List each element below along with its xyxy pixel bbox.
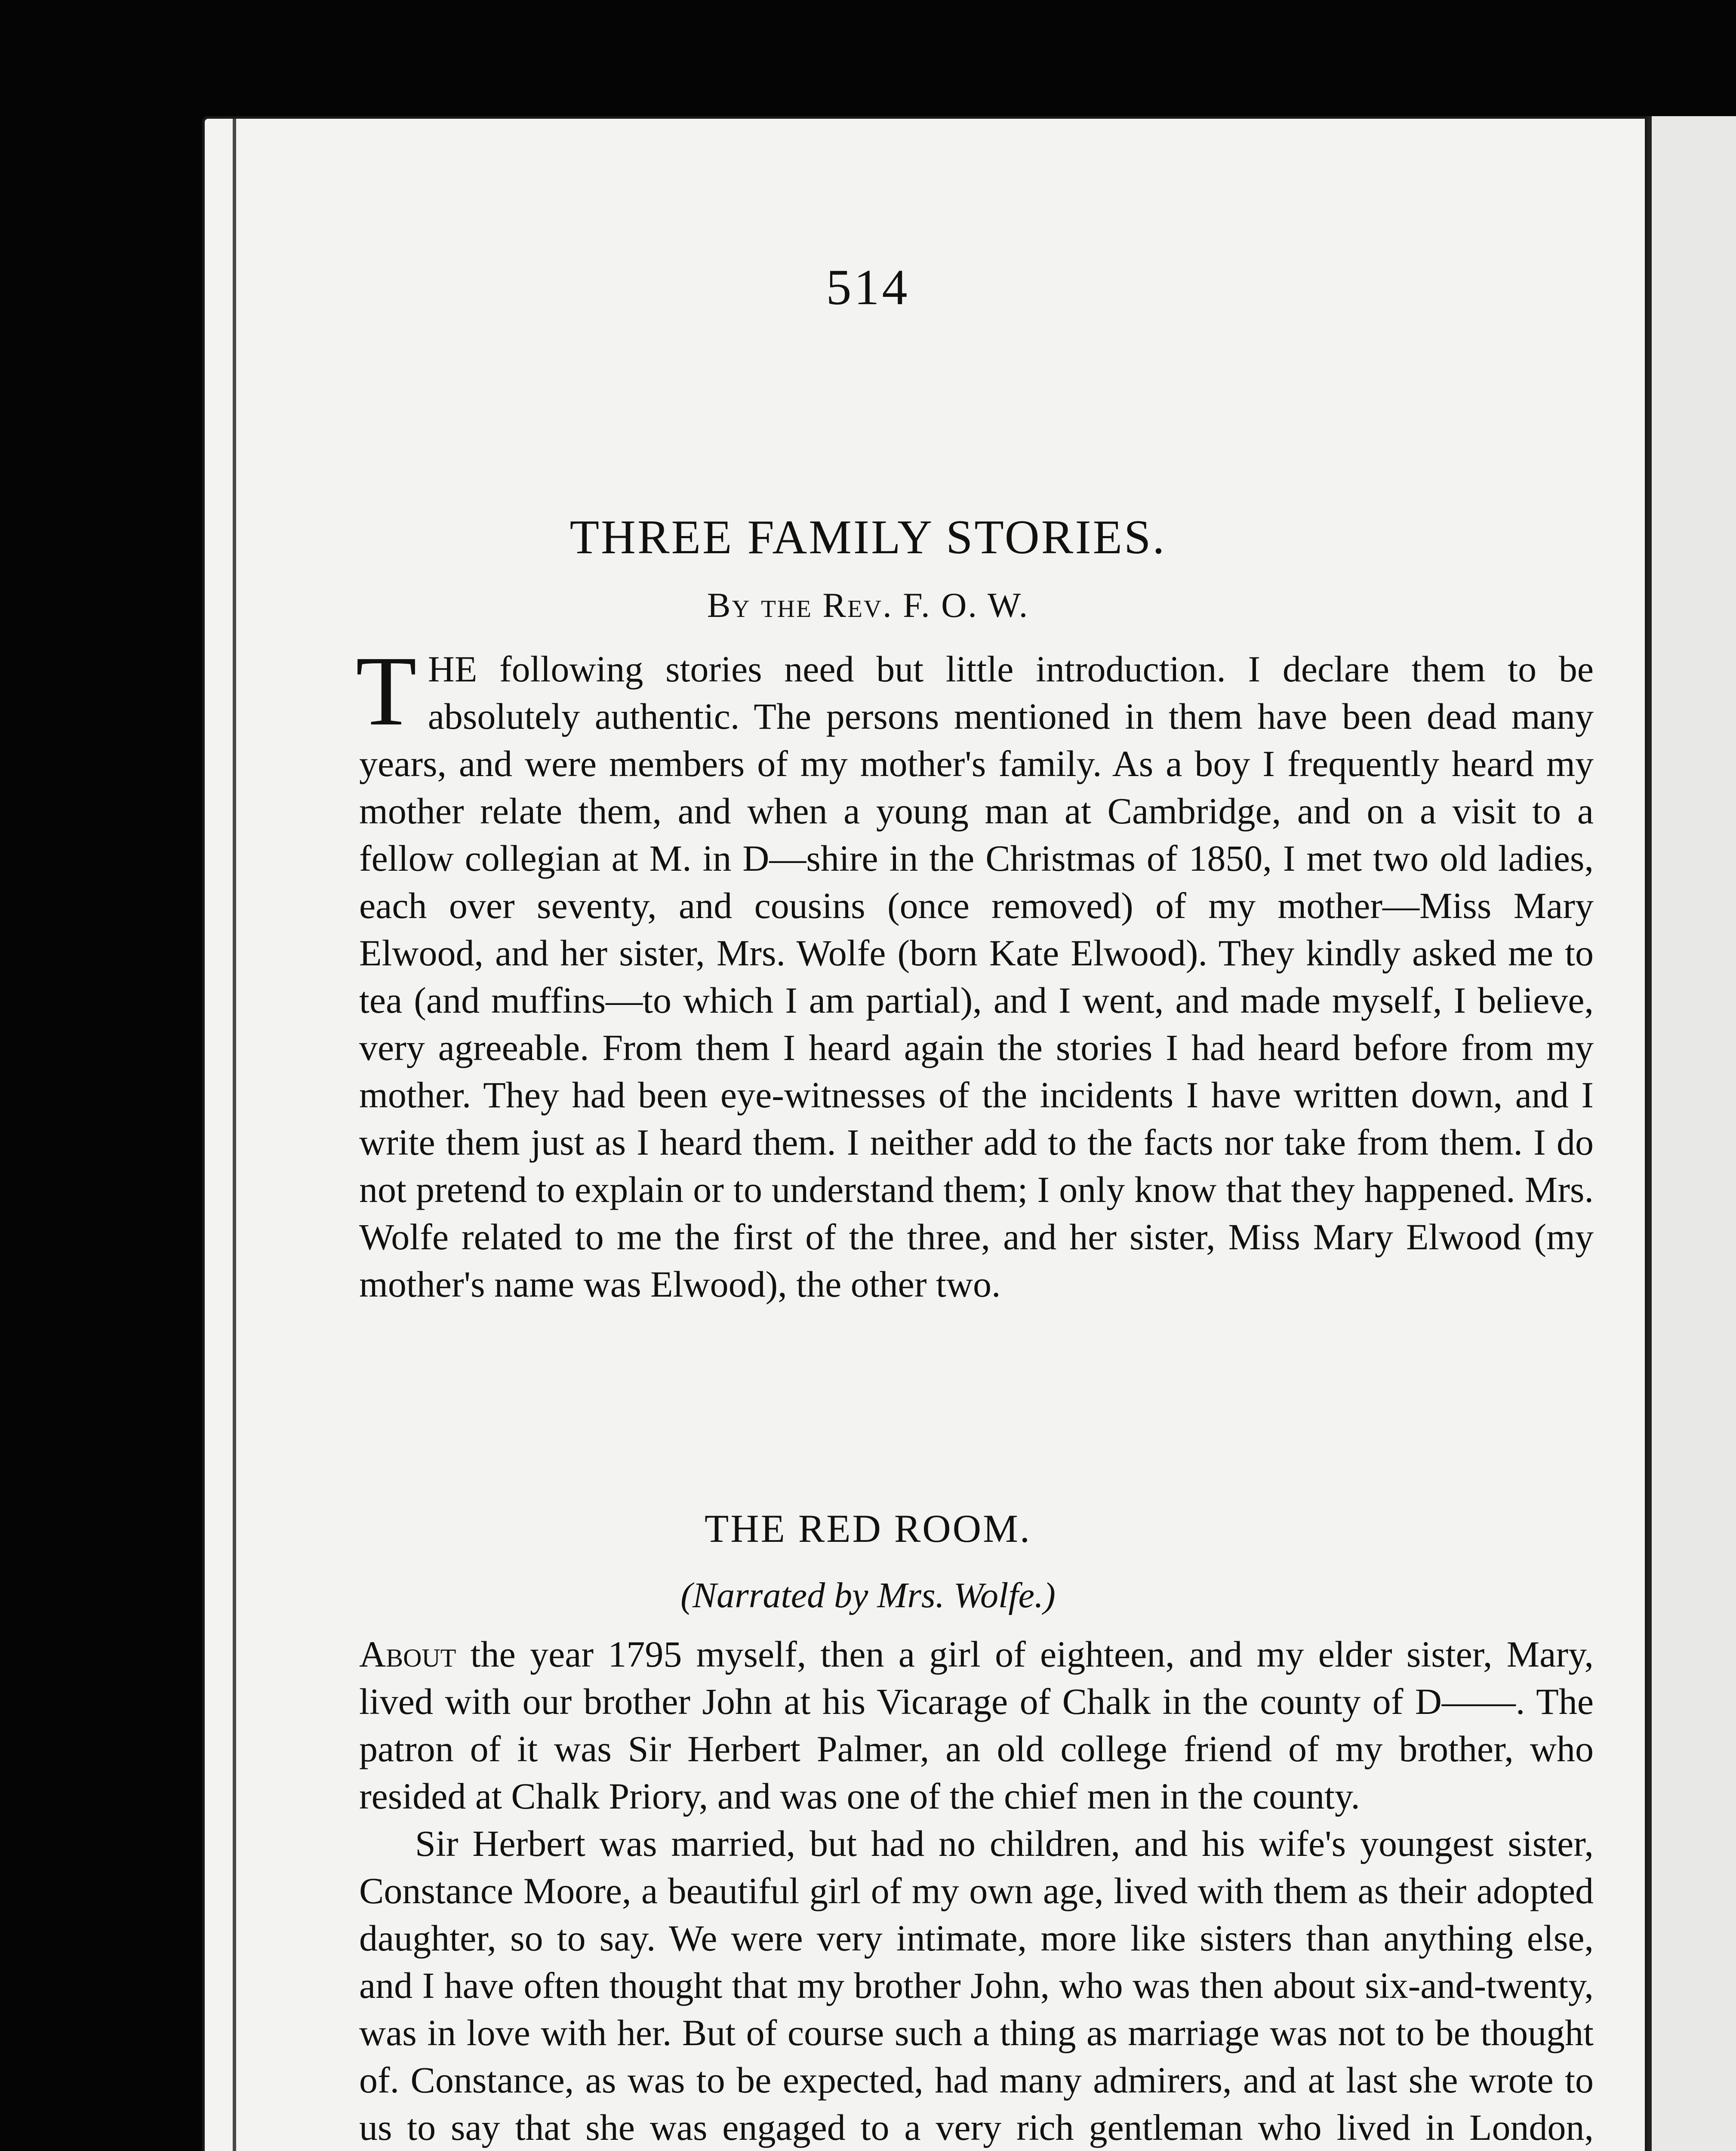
section-title: THE RED ROOM. [705, 1507, 1031, 1550]
lead-word: About [359, 1633, 456, 1675]
section-narrator: (Narrated by Mrs. Wolfe.) [680, 1575, 1056, 1615]
drop-cap: T [356, 636, 417, 746]
page-inner-border [233, 119, 236, 2151]
page-number: 514 [826, 259, 910, 315]
body-paragraph: About the year 1795 myself, then a girl of eighteen, and my elder sister, Mary, lived with our brother John at his Vicarage of Chalk in the county of D——. The patron of it was Sir Herbert Palmer, an old college friend of my brother, who resided at Chalk Priory, and was one of the chief men in the county. [359, 1633, 1594, 1817]
article-title: THREE FAMILY STORIES. [569, 511, 1167, 564]
byline: By the Rev. F. O. W. [707, 586, 1029, 625]
adjacent-page-edge [1647, 116, 1736, 2151]
body-paragraph: Sir Herbert was married, but had no children, and his wife's youngest sister, Constance Moore, a beautiful girl of my own age, lived with them as their adopted daughter, so to say. We were very intimate, more like sisters than anything else, and I have often thought that my brother John, who was then about six-and-twenty, was in love with her. But of course such a thing as marriage was not to be thought of. Constance, as was to be expected, had many admirers, and at last she wrote to us to say that she was engaged to a very rich gentleman who lived in London, [359, 1823, 1594, 2148]
intro-text: HE following stories need but little introduction. I declare them to be absolutely authentic. The persons mentioned in them have been dead many years, and were members of my mother's family. As a boy I frequently heard my mother relate them, and when a young man at Cambridge, and on a visit to a fellow collegian at M. in D—shire in the Christmas of 1850, I met two old ladies, each over seventy, and cousins (once removed) of my mother—Miss Mary Elwood, and her sister, Mrs. Wolfe (born Kate Elwood). They kindly asked me to tea (and muffins—to which I am partial), and I went, and made myself, I believe, very agreeable. From them I heard again the stories I had heard before from my mother. They had been eye-witnesses of the incidents I have written down, and I write them just as I heard them. I neither add to the facts nor take from them. I do not pretend to explain or to understand them; I only know that they happened. Mrs. Wolfe related to me the first of the three, and her sister, Miss Mary Elwood (my mother's name was Elwood), the other two. [359, 648, 1594, 1305]
intro-paragraph [356, 636, 1594, 1308]
section-body [359, 1630, 1594, 2151]
